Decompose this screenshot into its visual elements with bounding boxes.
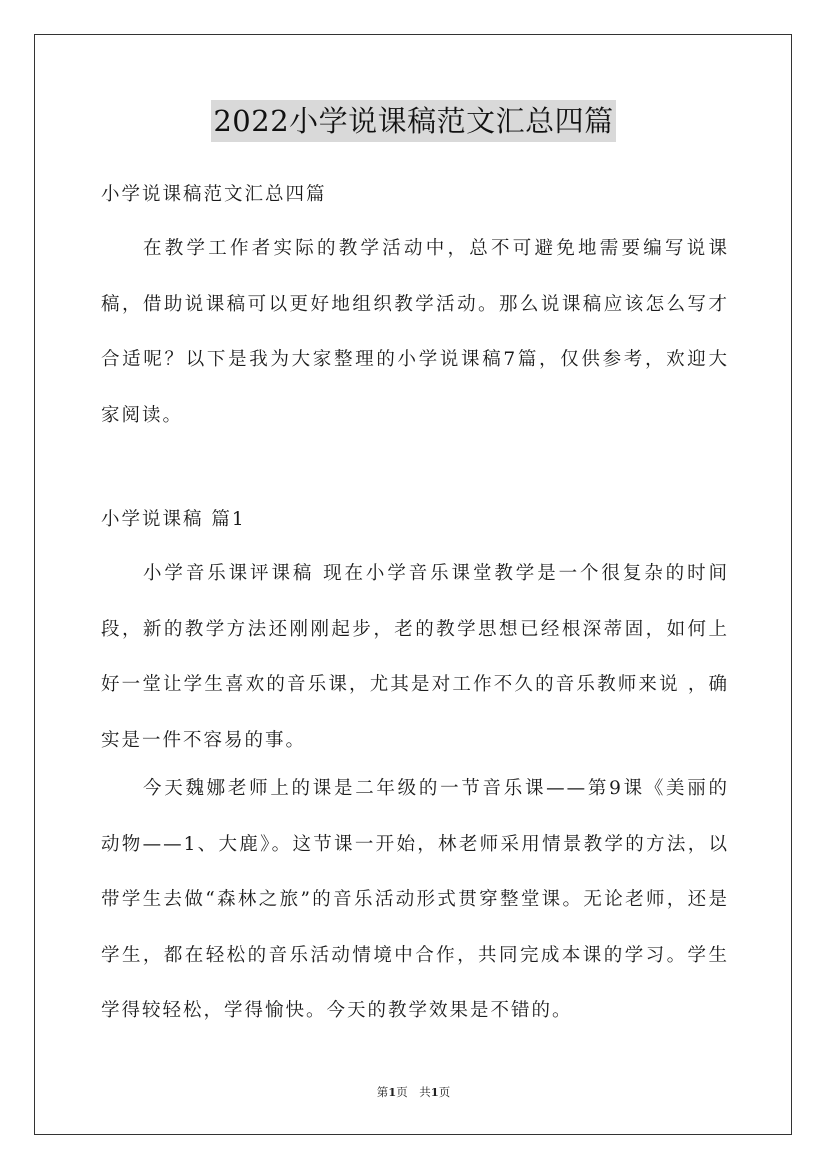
body-paragraph-1: 小学音乐课评课稿 现在小学音乐课堂教学是一个很复杂的时间段，新的教学方法还刚刚起步，老的教学思想已经根深蒂固，如何上好一堂让学生喜欢的音乐课，尤其是对工作不久的音乐教师来说 ，确实是一件不容易的事。	[101, 563, 729, 751]
body-paragraph-2: 今天魏娜老师上的课是二年级的一节音乐课——第9课《美丽的动物——1、大鹿》。这节课一开始，林老师采用情景教学的方法，以带学生去做“森林之旅”的音乐活动形式贯穿整堂课。无论老师，还是学生，都在轻松的音乐活动情境中合作，共同完成本课的学习。学生学得较轻松，学得愉快。今天的教学效果是不错的。	[101, 778, 729, 1021]
footer-page-total: 1	[430, 1085, 439, 1099]
intro-paragraph: 在教学工作者实际的教学活动中，总不可避免地需要编写说课稿，借助说课稿可以更好地组织教学活动。那么说课稿应该怎么写才合适呢？以下是我为大家整理的小学说课稿7篇，仅供参考，欢迎大家阅读。	[101, 238, 729, 426]
footer-mid: 页 共	[396, 1085, 431, 1099]
footer-prefix: 第	[376, 1085, 389, 1099]
footer-suffix: 页	[438, 1085, 451, 1099]
title-container	[0, 100, 827, 142]
document-title: 2022小学说课稿范文汇总四篇	[211, 100, 615, 142]
document-subtitle: 小学说课稿范文汇总四篇	[101, 184, 327, 205]
page-footer	[0, 1084, 827, 1100]
section-heading: 小学说课稿 篇1	[101, 509, 246, 530]
footer-page-current: 1	[388, 1085, 397, 1099]
